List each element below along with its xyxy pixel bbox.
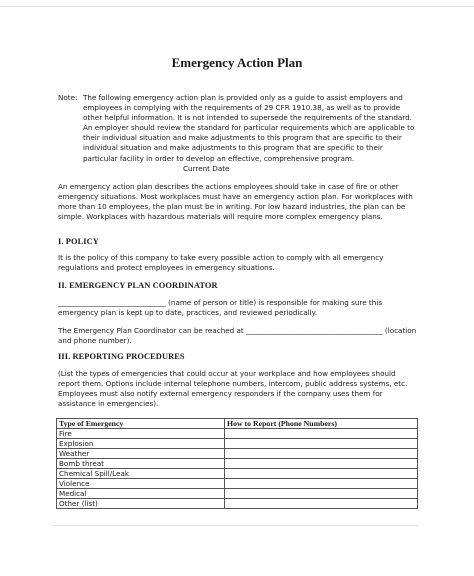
policy-text: It is the policy of this company to take every possible action to comply with all emergency regulations and protect employees in emergency situations.	[58, 253, 384, 273]
table-row	[57, 459, 418, 469]
emergency-type-cell: Explosion	[57, 439, 225, 449]
report-cell	[225, 439, 418, 449]
page-top-border	[0, 6, 474, 7]
coordinator-paragraph-1: ______________________________ (name of person or title) is responsible for making sure this emergency plan is kept up to date, practices, and reviewed periodically.	[58, 298, 383, 318]
col-header-how-to-report: How to Report (Phone Numbers)	[225, 419, 418, 429]
section-heading-coordinator: II. EMERGENCY PLAN COORDINATOR	[58, 281, 218, 290]
note-text: The following emergency action plan is provided only as a guide to assist employers and employees in complying with the requirements of 29 CFR 1910.38, as well as to provide other helpful information. It is not intended to supersede the requirements of the standard. An employer should review the standard for particular requirements which are applicable to their individual situation and make adjustments to this program that are specific to their individual situation and make adjustments to this program that are specific to their particular facility in order to develop an effective, comprehensive program.	[83, 93, 415, 163]
document-title: Emergency Action Plan	[171, 55, 303, 70]
section-heading-reporting: III. REPORTING PROCEDURES	[58, 352, 185, 361]
coordinator-paragraph-2: The Emergency Plan Coordinator can be reached at ______________________________________ (location and phone number).	[58, 326, 417, 346]
current-date-label: Current Date	[183, 164, 230, 173]
table-row	[57, 429, 418, 439]
table-row	[57, 449, 418, 459]
page-bottom-border	[52, 525, 418, 526]
intro-paragraph: An emergency action plan describes the actions employees should take in case of fire or other emergency situations. Most workplaces must have an emergency action plan. For workplaces with more than 10 employees, the plan must be in writing. For low hazard industries, the plan can be simple. Workplaces with hazardous materials will require more complex emergency plans.	[58, 182, 413, 222]
note-block	[58, 93, 418, 164]
emergency-type-cell: Weather	[57, 449, 225, 459]
table-row	[57, 489, 418, 499]
section-heading-policy: I. POLICY	[58, 237, 99, 246]
report-cell	[225, 489, 418, 499]
col-header-type: Type of Emergency	[57, 419, 225, 429]
report-cell	[225, 499, 418, 509]
emergency-type-cell: Medical	[57, 489, 225, 499]
note-label: Note:	[58, 93, 78, 102]
emergency-type-cell: Violence	[57, 479, 225, 489]
table-row	[57, 439, 418, 449]
table-row	[57, 499, 418, 509]
table-header-row	[57, 419, 418, 429]
emergency-type-cell: Chemical Spill/Leak	[57, 469, 225, 479]
reporting-text: (List the types of emergencies that could occur at your workplace and how employees should report them. Options include internal telephone numbers, intercom, public address systems, etc. Employees must also notify external emergency responders if the company uses them for assistance in emergencies).	[58, 369, 408, 409]
emergency-type-cell: Fire	[57, 429, 225, 439]
table-row	[57, 469, 418, 479]
report-cell	[225, 469, 418, 479]
report-cell	[225, 429, 418, 439]
report-cell	[225, 459, 418, 469]
emergency-reporting-table	[56, 418, 418, 509]
table-row	[57, 479, 418, 489]
emergency-type-cell: Bomb threat	[57, 459, 225, 469]
report-cell	[225, 479, 418, 489]
report-cell	[225, 449, 418, 459]
emergency-type-cell: Other (list)	[57, 499, 225, 509]
